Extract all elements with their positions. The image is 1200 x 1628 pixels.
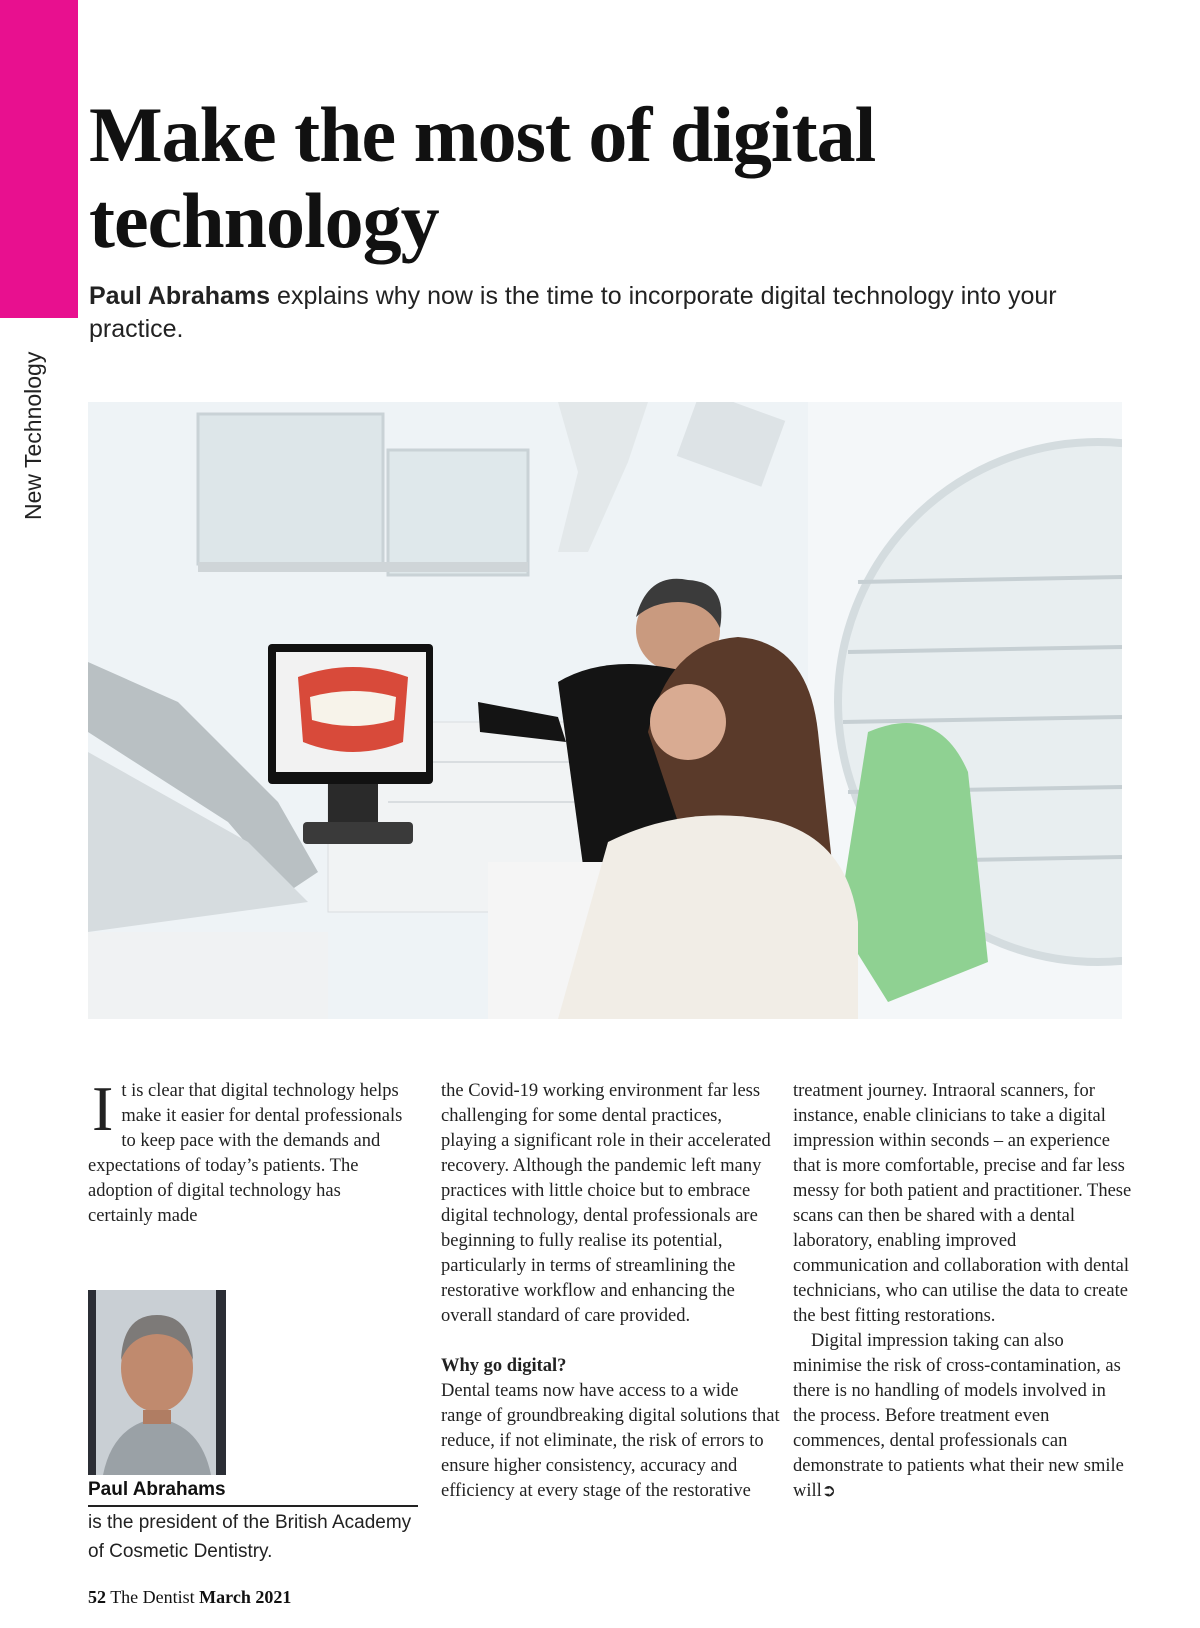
body-paragraph: treatment journey. Intraoral scanners, for instance, enable clinicians to take a digital impression within seconds – an experience that is more comfortable, precise and far less messy for both patient and practitioner. These scans can then be shared with a dental laboratory, enabling improved communication and collaboration with dental technicians, who can utilise the data to create the best fitting restorations. xyxy=(793,1081,1132,1326)
section-accent-bar xyxy=(0,0,78,318)
drop-cap: I xyxy=(92,1073,114,1144)
body-paragraph: Dental teams now have access to a wide range of groundbreaking digital solutions that reduce, if not eliminate, the risk of errors to ensure higher consistency, accuracy and efficiency at every stage of the restorative xyxy=(441,1381,780,1501)
page-title: Make the most of digital technology xyxy=(89,91,876,264)
author-photo xyxy=(88,1290,226,1475)
subheading: Why go digital? xyxy=(441,1356,567,1376)
intro-paragraph: It is clear that digital technology helps make it easier for dental professionals to keep pace with the demands and expectations of today’s patients. The adoption of digital technology has certainly made xyxy=(88,1073,403,1226)
author-name: Paul Abrahams xyxy=(88,1479,226,1500)
page-number: 52 xyxy=(88,1587,106,1607)
article-column-3 xyxy=(793,1079,1133,1504)
standfirst xyxy=(89,280,1109,346)
hero-image xyxy=(88,402,1122,1019)
standfirst-text: explains why now is the time to incorporate digital technology into your practice. xyxy=(89,282,1057,343)
article-column-1 xyxy=(88,1073,408,1229)
section-label: New Technology xyxy=(20,351,46,520)
body-paragraph: Digital impression taking can also minimise the risk of cross-contamination, as there is no handling of models involved in the process. Before treatment even commences, dental professionals can demonstrate to patients what their new smile will➲ xyxy=(793,1331,1124,1501)
author-bio: is the president of the British Academy of Cosmetic Dentistry. xyxy=(88,1512,412,1562)
publication-name: The Dentist xyxy=(110,1587,195,1607)
body-paragraph: the Covid-19 working environment far less challenging for some dental practices, playing a significant role in their accelerated recovery. Although the pandemic left many practices with little choice but to embrace digital technology, dental professionals are beginning to fully realise its potential, particularly in terms of streamlining the restorative workflow and enhancing the overall standard of care provided. xyxy=(441,1081,771,1326)
standfirst-author: Paul Abrahams xyxy=(89,282,271,310)
continue-arrow-icon: ➲ xyxy=(821,1481,837,1501)
article-column-2 xyxy=(441,1079,781,1504)
page-footer xyxy=(88,1587,291,1608)
issue-date: March 2021 xyxy=(199,1587,292,1607)
author-divider xyxy=(88,1505,418,1507)
